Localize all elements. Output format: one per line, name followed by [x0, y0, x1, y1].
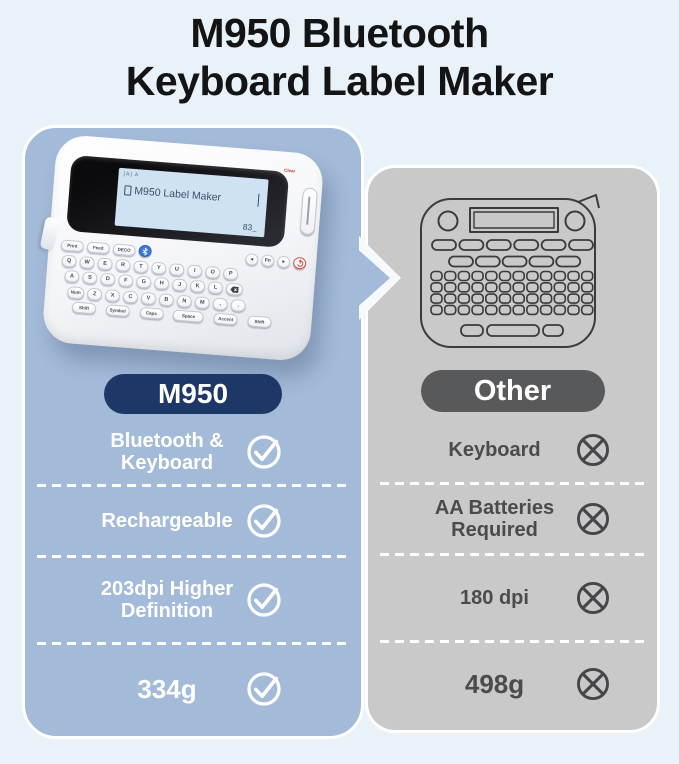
title-line-2: Keyboard Label Maker [125, 57, 554, 104]
feature-row [368, 418, 657, 482]
m950-panel [22, 125, 364, 739]
page-title [0, 10, 679, 106]
device-key-j: J [172, 278, 188, 291]
lcd-counter: 83__ [242, 221, 256, 233]
feature-row [25, 420, 361, 484]
device-key-symbol: Symbol [105, 304, 130, 317]
device-key-l: L [208, 281, 224, 294]
device-lcd [115, 168, 269, 238]
device-key-y: Y [151, 261, 167, 274]
device-key-g: G [136, 275, 152, 288]
feature-label: 334g [137, 673, 197, 704]
feature-row [25, 487, 361, 555]
tape-exit-tab [40, 216, 60, 250]
enter-key [299, 187, 318, 235]
clear-label: Clear [283, 167, 296, 174]
device-key-q: Q [61, 254, 77, 267]
feature-row [368, 485, 657, 553]
check-icon [244, 580, 284, 620]
backspace-icon [225, 283, 243, 296]
device-key-num: Num [67, 286, 85, 299]
feature-label: Keyboard [448, 439, 541, 461]
device-key-fn: Fn [261, 254, 275, 267]
device-key-n: N [176, 294, 192, 307]
device-key-v: V [141, 291, 157, 304]
device-key-accent: Accent [213, 313, 238, 326]
device-key-space: Space [173, 309, 205, 322]
title-line-1: M950 Bluetooth [190, 10, 489, 56]
other-device-line-art [418, 192, 608, 354]
device-keyboard [55, 238, 306, 334]
cross-icon [573, 578, 613, 618]
device-key-i: I [187, 264, 203, 277]
cutter-tab [578, 195, 599, 208]
device-key-feed: Feed [86, 241, 110, 254]
feature-row [25, 558, 361, 642]
device-key-shift: Shift [72, 301, 97, 314]
device-key-h: H [154, 277, 170, 290]
feature-row [368, 556, 657, 640]
comparison-arrow [353, 234, 411, 322]
device-key-d: D [100, 273, 116, 286]
feature-label: Bluetooth & Keyboard [110, 430, 224, 474]
device-key-f: F [118, 274, 134, 287]
device-key-c: C [123, 290, 139, 303]
device-key-m: M [194, 296, 210, 309]
device-key-◂: ◂ [245, 253, 259, 266]
m950-badge: M950 [104, 374, 282, 414]
device-key-e: E [97, 257, 113, 270]
device-key-r: R [115, 258, 131, 271]
check-icon [244, 501, 284, 541]
feature-row [368, 643, 657, 725]
device-key-deco: DECO [112, 243, 136, 256]
cross-icon [573, 499, 613, 539]
device-key-print: Print [60, 239, 84, 252]
other-feature-list [368, 418, 657, 725]
m950-feature-list [25, 420, 361, 733]
device-key-u: U [169, 263, 185, 276]
feature-label: 180 dpi [460, 587, 529, 609]
other-badge: Other [421, 370, 605, 412]
cross-icon [573, 664, 613, 704]
device-key-caps: Caps [139, 307, 164, 320]
device-key-w: W [79, 255, 95, 268]
feature-row [25, 645, 361, 733]
lcd-status-icons: [A] A [123, 171, 140, 179]
device-key-a: A [64, 270, 80, 283]
bluetooth-icon [138, 245, 152, 258]
device-key-z: Z [87, 287, 103, 300]
device-key-.: . [230, 298, 246, 311]
lcd-main-text: M950 Label Maker [117, 177, 268, 208]
device-key-s: S [82, 271, 98, 284]
device-key-t: T [133, 260, 149, 273]
check-icon [244, 669, 284, 709]
feature-label: Rechargeable [101, 510, 233, 532]
feature-label: AA Batteries Required [434, 497, 555, 541]
feature-label: 203dpi Higher Definition [100, 578, 234, 622]
device-key-,: , [212, 297, 228, 310]
device-key-o: O [205, 265, 221, 278]
label-icon [124, 185, 132, 196]
cross-icon [573, 430, 613, 470]
device-key-▸: ▸ [277, 255, 291, 268]
power-icon [293, 257, 307, 270]
device-key-b: B [158, 293, 174, 306]
device-key-k: K [190, 280, 206, 293]
feature-label: 498g [464, 668, 525, 699]
device-screen-bezel [66, 155, 289, 248]
device-key-p: P [223, 267, 239, 280]
lcd-cursor [257, 194, 260, 207]
device-key-x: X [105, 289, 121, 302]
device-key-shift: Shift [247, 315, 272, 328]
check-icon [244, 432, 284, 472]
m950-device-photo [41, 134, 324, 362]
